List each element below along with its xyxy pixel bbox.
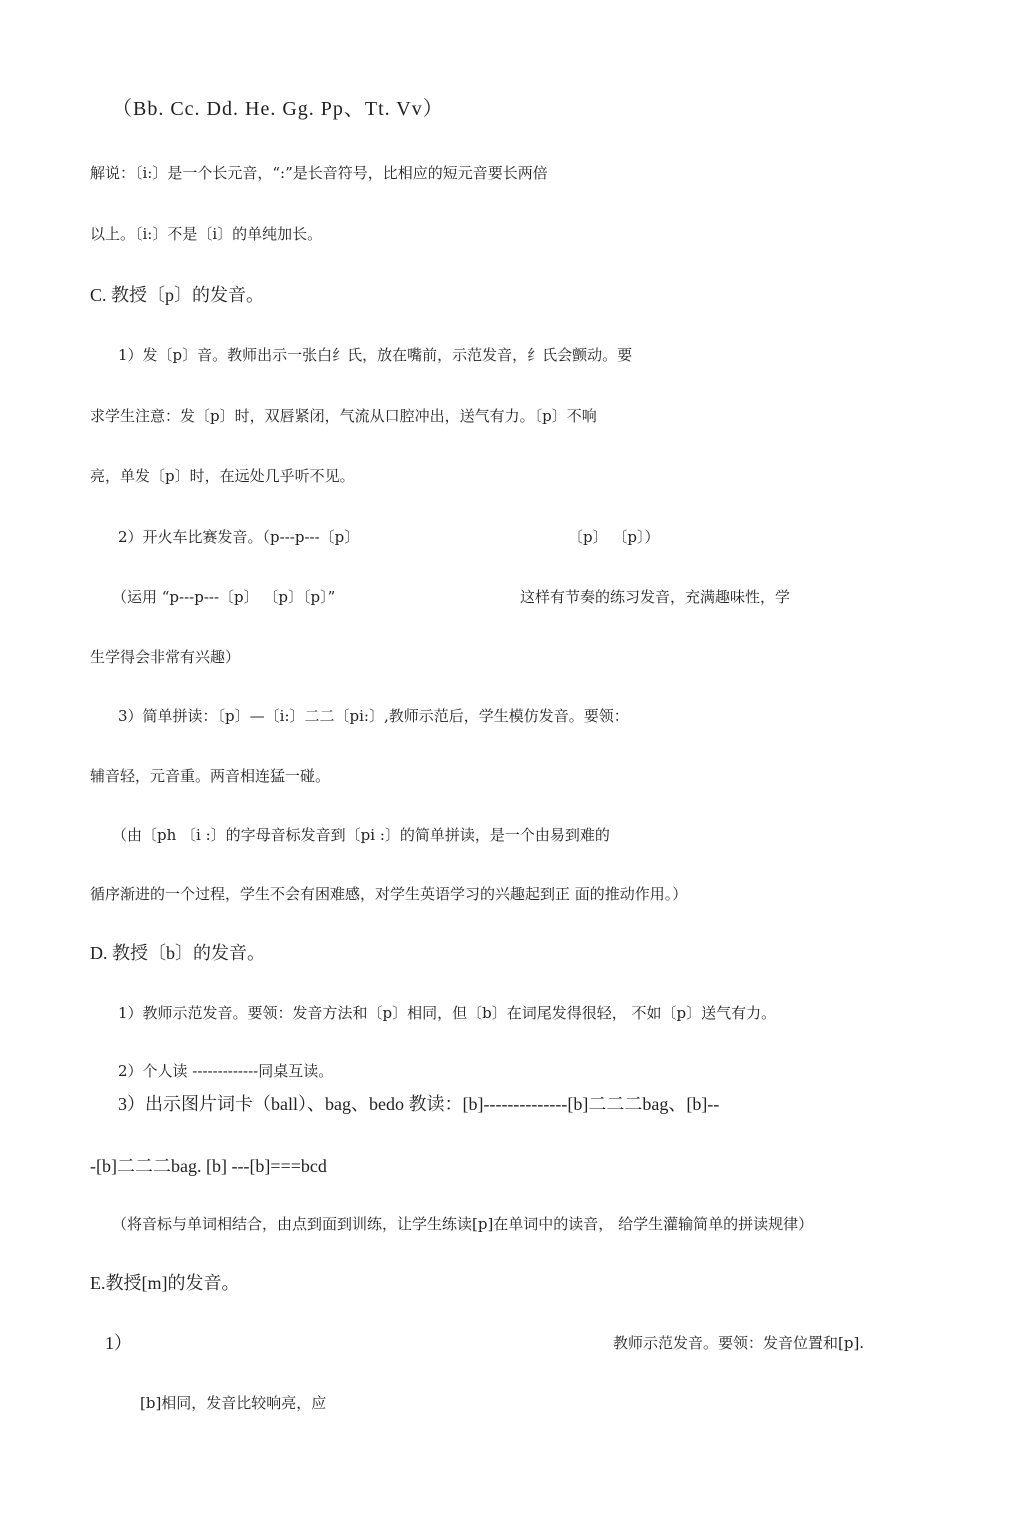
text-line: 解说：〔i:〕是一个长元音，“:”是长音符号，比相应的短元音要长两倍	[90, 164, 548, 182]
text-line: 3）简单拼读：〔p〕—〔i:〕二二〔pi:〕,教师示范后，学生模仿发音。要领：	[118, 707, 629, 725]
text-line: [b]相同，发音比较响亮，应	[140, 1394, 327, 1412]
text-line: 2）开火车比赛发音。（p---p---〔p〕	[118, 528, 360, 546]
text-line: （运用 “p---p---〔p〕 〔p〕〔p〕”	[112, 588, 336, 606]
text-line: 循序渐进的一个过程，学生不会有困难感，对学生英语学习的兴趣起到正 面的推动作用。）	[90, 885, 688, 903]
item-number: 1）	[105, 1333, 132, 1353]
section-heading-e: E.教授[m]的发音。	[90, 1273, 240, 1293]
text-line: 辅音轻，元音重。两音相连猛一碰。	[90, 767, 331, 785]
letter-pairs-line: （Bb. Cc. Dd. He. Gg. Pp、Tt. Vv）	[112, 98, 444, 120]
text-line: （由〔ph 〔i :〕的字母音标发音到〔pi :〕的简单拼读，是一个由易到难的	[112, 826, 610, 844]
text-line: 教师示范发音。要领：发音位置和[p].	[613, 1334, 865, 1352]
section-heading-c: C. 教授〔p〕的发音。	[90, 285, 265, 305]
section-heading-d: D. 教授〔b〕的发音。	[90, 943, 265, 963]
text-line: 3）出示图片词卡（ball）、bag、bedo 教读：[b]--------------[b]二二二bag、[b]--	[118, 1094, 720, 1114]
text-line: 求学生注意：发〔p〕时，双唇紧闭，气流从口腔冲出，送气有力。〔p〕不响	[90, 407, 597, 425]
text-line: 这样有节奏的练习发音，充满趣味性，学	[520, 588, 791, 606]
text-line: 〔p〕 〔p〕）	[568, 528, 660, 546]
text-line: -[b]二二二bag. [b] ---[b]===bcd	[90, 1156, 327, 1176]
text-line: 以上。〔i:〕不是〔i〕的单纯加长。	[90, 225, 323, 243]
text-line: （将音标与单词相结合，由点到面到训练，让学生练读[p]在单词中的读音， 给学生灌输简单的拼读规律）	[112, 1215, 814, 1233]
text-line: 1）教师示范发音。要领：发音方法和〔p〕相同，但〔b〕在词尾发得很轻， 不如〔p〕送气有力。	[118, 1004, 777, 1022]
text-line: 2）个人读 -------------同桌互读。	[118, 1062, 334, 1080]
text-line: 亮，单发〔p〕时，在远处几乎听不见。	[90, 467, 355, 485]
text-line: 生学得会非常有兴趣）	[90, 648, 241, 666]
text-line: 1）发〔p〕音。教师出示一张白纟氏，放在嘴前，示范发音，纟氏会颤动。要	[118, 346, 633, 364]
